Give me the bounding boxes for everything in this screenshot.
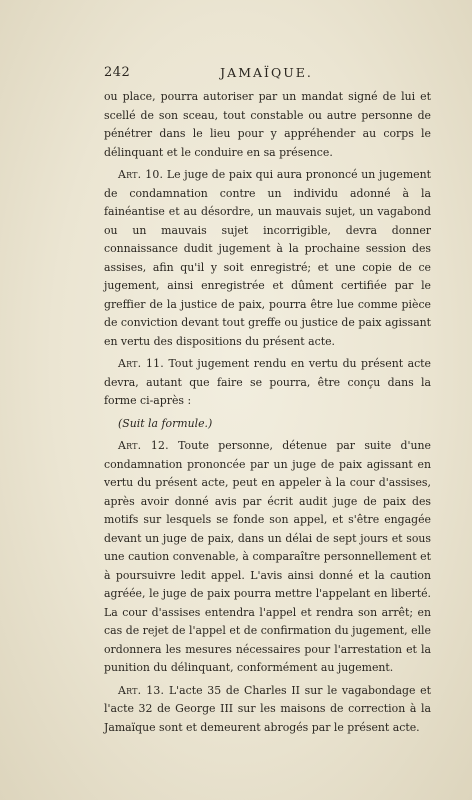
page-body (104, 88, 431, 741)
article-text: Le juge de paix qui aura prononcé un jugement de condamnation contre un individu adonné à la fainéantise et au désordre, un mauvais sujet, un vagabond ou un mauvais sujet incorrigible, devra donner connaissance dudit jugement à la prochaine session des assises, afin qu'il y soit enregistré; et une copie de ce jugement, ainsi enregistrée et dûment certifiée par le greffier de la justice de paix, pourra être lue comme pièce de conviction devant tout greffe ou justice de paix agissant en vertu des dispositions du présent acte. (104, 168, 431, 348)
article-text: Toute personne, détenue par suite d'une condamnation prononcée par un juge de paix agissant en vertu du présent acte, peut en appeler à la cour d'assises, après avoir donné avis par écrit audit juge de paix des motifs sur lesquels se fonde son appel, et s'être engagée devant un juge de paix, dans un délai de sept jours et sous une caution convenable, à comparaître personnellement et à poursuivre ledit appel. L'avis ainsi donné et la caution agréée, le juge de paix pourra mettre l'appelant en liberté. La cour d'assises entendra l'appel et rendra son arrêt; en cas de rejet de l'appel et de confirmation du jugement, elle ordonnera les mesures nécessaires pour l'arrestation et la punition du délinquant, conformément au jugement. (104, 439, 431, 674)
article-10 (104, 166, 431, 351)
article-13 (104, 682, 431, 738)
formula-note (104, 415, 431, 434)
paragraph-text: ou place, pourra autoriser par un mandat signé de lui et scellé de son sceau, tout constable ou autre personne de pénétrer dans le lieu pour y appréhender au corps le délinquant et le conduire en sa présence. (104, 90, 431, 159)
article-12 (104, 437, 431, 678)
article-label: Art. 11. (118, 357, 164, 370)
article-label: Art. 10. (118, 168, 164, 181)
page-number: 242 (104, 65, 131, 80)
page-header (104, 65, 429, 81)
paragraph-continuation (104, 88, 431, 162)
article-text: L'acte 35 de Charles II sur le vagabondage et l'acte 32 de George III sur les maisons de correction à la Jamaïque sont et demeurent abrogés par le présent acte. (104, 683, 431, 734)
article-11 (104, 355, 431, 411)
article-label: Art. 13. (118, 683, 165, 697)
article-text: Tout jugement rendu en vertu du présent acte devra, autant que faire se pourra, être conçu dans la forme ci-après : (104, 357, 431, 407)
formula-text: (Suit la formule.) (118, 416, 213, 430)
running-title: JAMAÏQUE. (220, 65, 313, 80)
article-label: Art. 12. (118, 439, 169, 452)
